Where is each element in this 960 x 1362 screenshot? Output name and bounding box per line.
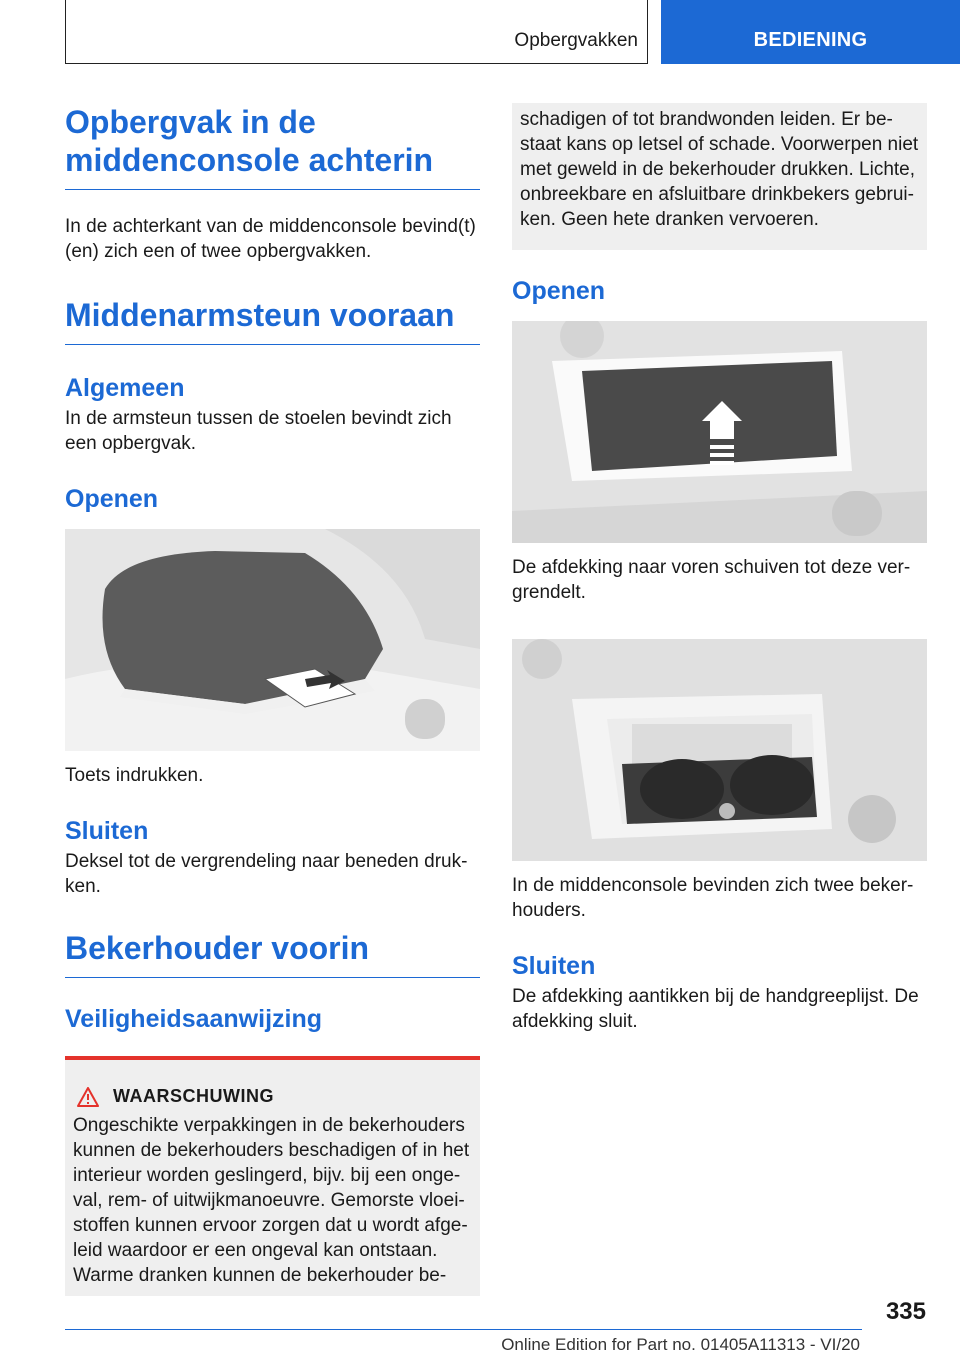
cupholders-image: [512, 639, 927, 861]
armrest-illustration: [65, 529, 480, 751]
header-chapter-tab[interactable]: BEDIENING: [661, 0, 960, 64]
heading-cupholder: Bekerhouder voorin: [65, 929, 480, 978]
text-general: In de armsteun tussen de stoelen bevindt zich een opbergvak.: [65, 408, 452, 454]
heading-rear-console: Opbergvak in de middenconsole achterin: [65, 103, 480, 190]
footer-divider: [65, 1329, 862, 1330]
heading-cupholder-open: Openen: [512, 277, 606, 305]
heading-armrest: Middenarmsteun vooraan: [65, 296, 480, 345]
page-number: 335: [885, 1298, 926, 1325]
cover-slide-image: [512, 321, 927, 543]
right-column: [512, 103, 927, 1034]
heading-cupholder-close: Sluiten: [512, 952, 596, 980]
cupholders-illustration: [512, 639, 927, 861]
text-armrest-open: Toets indrukken.: [65, 765, 204, 786]
cover-slide-illustration: [512, 321, 927, 543]
warning-text: Ongeschikte verpakkingen in de bekerhouders kunnen de bekerhouders beschadigen of in het interieur worden geslingerd, bijv. bij een onge-val, rem- of uitwijkmanoeuvre. Gemorste vloei-stoffen kunnen ervoor zorgen dat u wordt afge-leid waardoor er een ongeval kan ontstaan. Warme dranken kunnen de bekerhouder be-: [73, 1115, 470, 1286]
text-armrest-close: Deksel tot de vergrendeling naar beneden druk-ken.: [65, 851, 468, 897]
text-cupholders: In de middenconsole bevinden zich twee beker-houders.: [512, 875, 914, 921]
text-cupholder-close: De afdekking aantikken bij de handgreeplijst. De afdekking sluit.: [512, 986, 919, 1032]
warning-box: [65, 1056, 480, 1296]
armrest-image: [65, 529, 480, 751]
warning-continuation-text: schadigen of tot brandwonden leiden. Er be-staat kans op letsel of schade. Voorwerpen niet met geweld in de bekerhouder drukken. Lichte, onbreekbare en afsluitbare drinkbekers gebrui-ken. Geen hete dranken vervoeren.: [520, 109, 919, 230]
text-rear-console: In de achterkant van de middenconsole bevind(t)(en) zich een of twee opbergvakken.: [65, 216, 476, 262]
heading-armrest-open: Openen: [65, 485, 159, 513]
heading-safety: Veiligheidsaanwijzing: [65, 1005, 323, 1033]
heading-general: Algemeen: [65, 374, 185, 402]
warning-continuation-box: [512, 103, 927, 250]
footer-edition: Online Edition for Part no. 01405A11313 - VI/20: [501, 1335, 860, 1354]
warning-label: WAARSCHUWING: [113, 1086, 274, 1106]
text-cupholder-open: De afdekking naar voren schuiven tot deze ver-grendelt.: [512, 557, 911, 603]
heading-armrest-close: Sluiten: [65, 817, 149, 845]
warning-title: [73, 1086, 472, 1107]
left-column: [65, 103, 480, 1296]
warning-triangle-icon: [77, 1087, 99, 1107]
header-section-title: Opbergvakken: [514, 30, 638, 51]
